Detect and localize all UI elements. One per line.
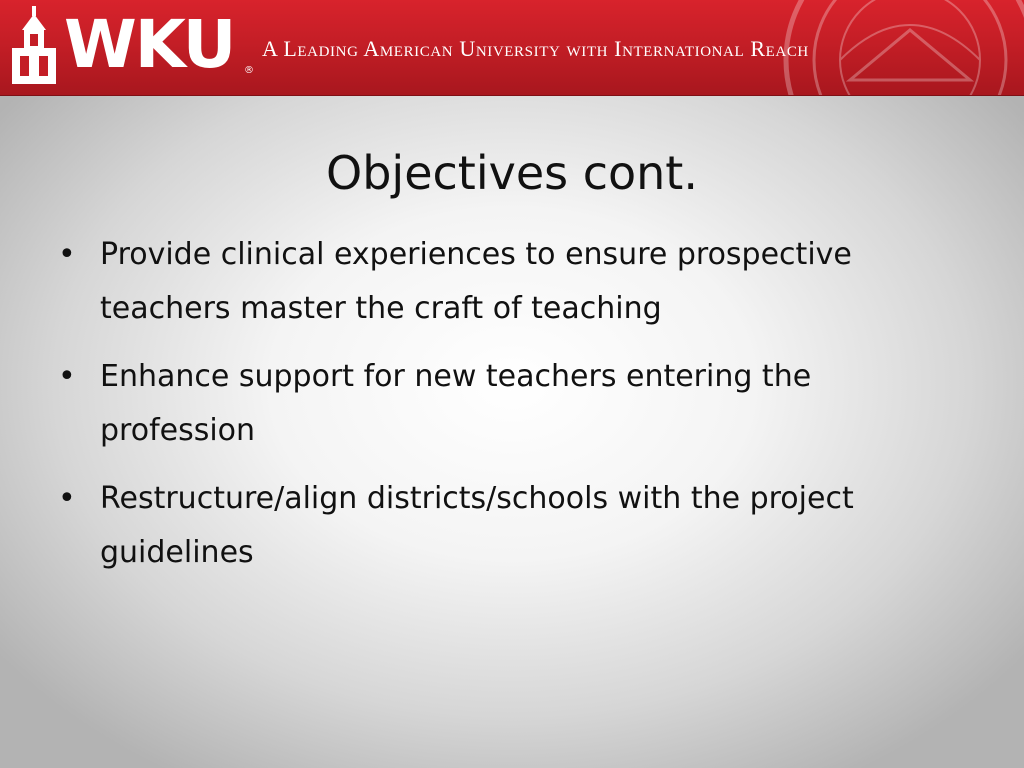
- wku-cupola-logo-icon: [8, 6, 60, 86]
- bullet-item: [58, 228, 958, 336]
- registered-mark: ®: [244, 65, 254, 76]
- bullet-item: [58, 472, 958, 580]
- bullet-text: Restructure/align districts/schools with the project guidelines: [100, 481, 854, 570]
- wku-logo-text: WKU: [64, 6, 235, 83]
- bullet-icon: •: [58, 359, 76, 394]
- bullet-list: [58, 228, 958, 594]
- bullet-icon: •: [58, 237, 76, 272]
- slide-title: Objectives cont.: [326, 146, 698, 200]
- bullet-text: Provide clinical experiences to ensure prospective teachers master the craft of teaching: [100, 237, 852, 326]
- bullet-item: [58, 350, 958, 458]
- university-tagline: A Leading American University with International Reach: [262, 36, 809, 61]
- bullet-text: Enhance support for new teachers entering the profession: [100, 359, 812, 448]
- header-banner: [0, 0, 1024, 96]
- bullet-icon: •: [58, 481, 76, 516]
